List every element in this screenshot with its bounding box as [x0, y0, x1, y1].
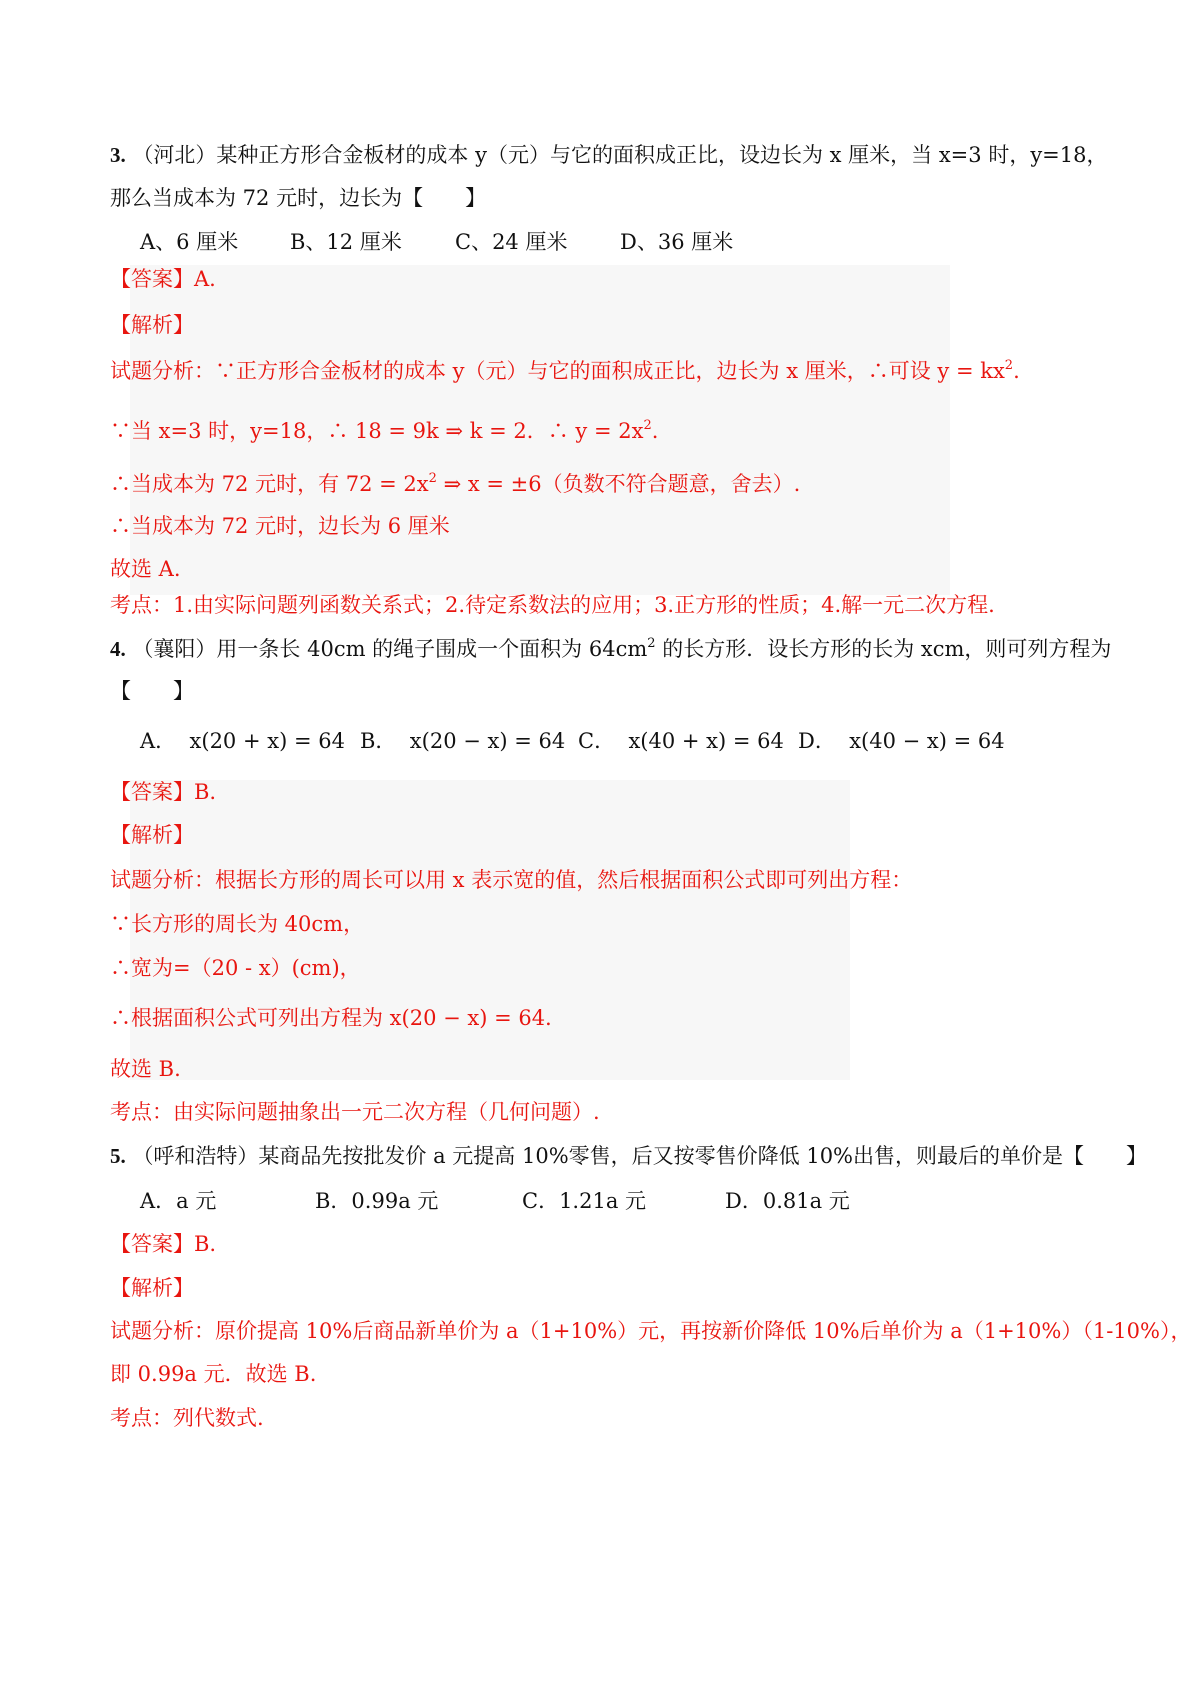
q4-analysis-line-1: 试题分析：根据长方形的周长可以用 x 表示宽的值，然后根据面积公式即可列出方程：	[110, 868, 913, 892]
q3-knowledge: 考点：1.由实际问题列函数关系式；2.待定系数法的应用；3.正方形的性质；4.解一元二次方程.	[110, 593, 995, 617]
option-expression: x(20 + x) = 64	[189, 729, 345, 753]
q5-knowledge: 考点：列代数式.	[110, 1406, 264, 1430]
q3-stem-line1	[110, 140, 1108, 170]
q3-analysis-line-2: ∵当 x=3 时，y=18，∴ 18 = 9k ⇒ k = 2．∴ $y = 2x^2$.	[110, 418, 659, 443]
q5-analysis-label: 【解析】	[110, 1276, 194, 1300]
q4-analysis-line-5: 故选 B.	[110, 1057, 181, 1081]
q4-answer: 【答案】B.	[110, 780, 217, 804]
q4-option-a	[140, 726, 345, 756]
q3-analysis-line-5: 故选 A.	[110, 557, 181, 581]
q4-stem-text-1: （襄阳）用一条长 40cm 的绳子围成一个面积为 64cm	[132, 637, 648, 661]
q4-number: 4.	[110, 637, 126, 661]
q3-analysis-text-1: 试题分析：∵正方形合金板材的成本 y（元）与它的面积成正比，边长为 x 厘米，∴可设 y = kx	[110, 359, 1005, 383]
q4-stem-line1	[110, 634, 1111, 664]
option-letter: A．	[140, 729, 177, 753]
q3-analysis-line-3	[110, 469, 800, 499]
option-expression: x(40 + x) = 64	[628, 729, 784, 753]
q3-stem-text-1: （河北）某种正方形合金板材的成本 y（元）与它的面积成正比，设边长为 x 厘米，当 x=3 时，y=18，	[132, 143, 1108, 167]
q4-analysis-line-4: ∴根据面积公式可列出方程为 x(20 − x) = 64．	[110, 1006, 567, 1030]
q4-stem-line2: 【 】	[110, 679, 194, 703]
q5-number: 5.	[110, 1144, 126, 1168]
option-letter: D．	[798, 729, 836, 753]
q4-option-d	[798, 726, 1005, 756]
q5-option-a: A．a 元	[140, 1189, 217, 1213]
q5-option-c: C．1.21a 元	[522, 1189, 647, 1213]
q5-answer: 【答案】B.	[110, 1232, 217, 1256]
q3-analysis-label: 【解析】	[110, 313, 194, 337]
q3-number: 3.	[110, 143, 126, 167]
q4-analysis-line-3: ∴宽为=（20 - x）(cm)，	[110, 956, 361, 980]
superscript: 2	[647, 636, 656, 651]
superscript: 2	[1004, 358, 1014, 373]
q5-analysis-line-2: 即 0.99a 元．故选 B.	[110, 1362, 317, 1386]
q5-option-d: D．0.81a 元	[725, 1189, 850, 1213]
q4-option-c	[578, 726, 784, 756]
q4-knowledge: 考点：由实际问题抽象出一元二次方程（几何问题）.	[110, 1100, 600, 1124]
q3-analysis-text-3-tail: ⇒ x = ±6（负数不符合题意，舍去）.	[436, 472, 801, 496]
option-expression: x(40 − x) = 64	[849, 729, 1005, 753]
q5-stem-line1	[110, 1141, 1147, 1171]
superscript: 2	[428, 471, 437, 486]
q4-stem-text-1-tail: 的长方形．设长方形的长为 xcm，则可列方程为	[655, 637, 1112, 661]
q3-analysis-line-1: 试题分析：∵正方形合金板材的成本 y（元）与它的面积成正比，边长为 x 厘米，∴可设 $y = kx^2$.	[110, 358, 1020, 383]
q3-analysis-line-4: ∴当成本为 72 元时，边长为 6 厘米	[110, 514, 450, 538]
option-letter: C．	[578, 729, 616, 753]
option-expression: x(20 − x) = 64	[409, 729, 566, 753]
q4-option-b	[360, 726, 565, 756]
q3-option-d: D、36 厘米	[620, 230, 734, 254]
q3-analysis-text-3: ∴当成本为 72 元时，有 72 = 2x	[110, 472, 429, 496]
q3-analysis-text-2: ∵当 x=3 时，y=18，∴ 18 = 9k ⇒ k = 2．∴ y = 2x	[110, 419, 644, 443]
q4-analysis-line-2: ∵长方形的周长为 40cm，	[110, 912, 365, 936]
q3-answer: 【答案】A.	[110, 267, 216, 291]
q4-analysis-label: 【解析】	[110, 823, 194, 847]
q3-option-a: A、6 厘米	[140, 230, 239, 254]
q5-analysis-line-1: 试题分析：原价提高 10%后商品新单价为 a（1+10%）元，再按新价降低 10%后单价为 a（1+10%）（1-10%），	[110, 1319, 1192, 1343]
q3-option-b: B、12 厘米	[290, 230, 402, 254]
option-letter: B．	[360, 729, 397, 753]
q5-stem-text-1: （呼和浩特）某商品先按批发价 a 元提高 10%零售，后又按零售价降低 10%出售，则最后的单价是【 】	[132, 1144, 1148, 1168]
q3-option-c: C、24 厘米	[455, 230, 568, 254]
q3-stem-line2	[110, 183, 486, 213]
q5-option-b: B．0.99a 元	[315, 1189, 439, 1213]
superscript: 2	[643, 418, 652, 433]
q3-stem-text-2: 那么当成本为 72 元时，边长为【 】	[110, 186, 487, 210]
